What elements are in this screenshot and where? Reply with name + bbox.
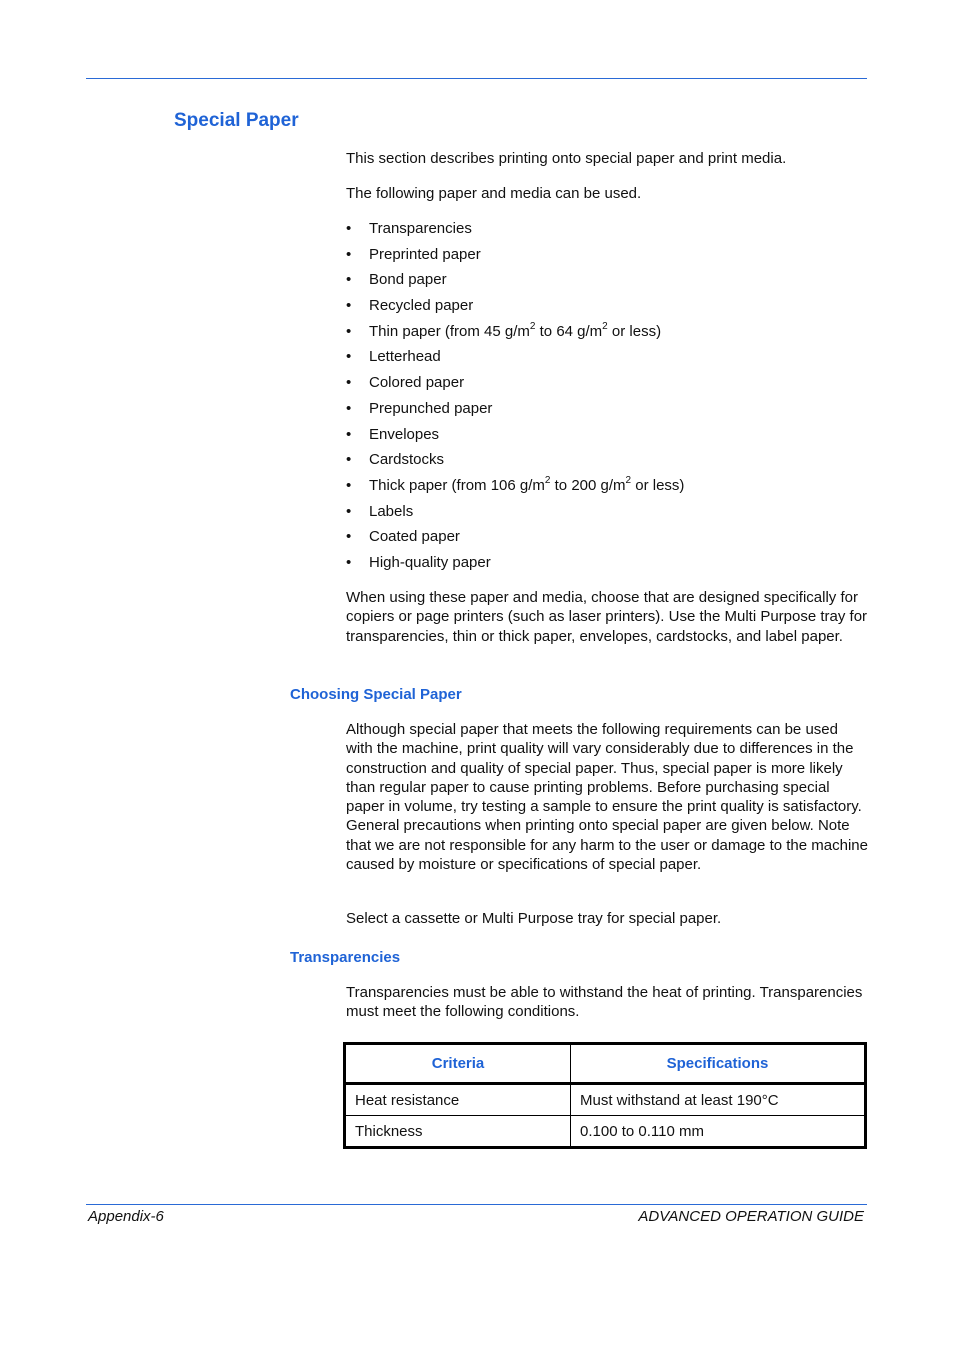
table-cell: Thickness <box>345 1116 571 1148</box>
list-item: • Bond paper <box>346 271 447 289</box>
list-item: • Labels <box>346 502 414 520</box>
list-item-label: Colored paper <box>369 374 465 392</box>
footer-rule <box>86 1204 867 1205</box>
media-intro-paragraph: The following paper and media can be used. <box>346 185 642 202</box>
transparencies-paragraph: Transparencies must be able to withstand the heat of printing. Transparencies must meet the following conditions. <box>346 984 863 1021</box>
list-item: • Thin paper (from 45 $g/m^2$ to 64 $g/m^2$ or less) <box>346 320 662 340</box>
usage-note-paragraph: When using these paper and media, choose that are designed specifically for copiers or page printers (such as laser printers). Use the Multi Purpose tray for transparencies, thin or thick paper, envelopes, cardstocks, and label paper. <box>346 589 868 645</box>
list-item: • Thick paper (from 106 $g/m^2$ to 200 $g/m^2$ or less) <box>346 474 685 494</box>
table-cell: 0.100 to 0.110 mm <box>571 1116 866 1148</box>
transparencies-heading: Transparencies <box>290 949 401 966</box>
list-item-label: Coated paper <box>369 528 460 546</box>
list-item-label: Prepunched paper <box>369 399 493 417</box>
choosing-paragraph: Although special paper that meets the following requirements can be used with the machine, print quality will vary considerably due to differences in the construction and quality of special paper. Thus, special paper is more likely than regular paper to cause printing problems. Before purchasing special paper in volume, try testing a sample to ensure the print quality is satisfactory. General precautions when printing onto special paper are given below. Note that we are not responsible for any harm to the user or damage to the machine caused by moisture or specifications of special paper. <box>346 721 868 874</box>
thin-paper-label: Thin paper (from 45 $g/m^2$ to 64 $g/m^2$ or less) <box>369 320 662 340</box>
list-item: • Transparencies <box>346 220 472 237</box>
list-item-label: Letterhead <box>369 348 441 366</box>
list-item: • Prepunched paper <box>346 399 493 417</box>
table-row <box>345 1116 866 1148</box>
list-item-label: Recycled paper <box>369 297 474 315</box>
thick-paper-label: Thick paper (from 106 $g/m^2$ to 200 $g/m^2$ or less) <box>369 474 685 494</box>
table-cell: Heat resistance <box>345 1084 571 1116</box>
table-cell: Must withstand at least 190°C <box>571 1084 866 1116</box>
list-item-label: Bond paper <box>369 271 447 289</box>
media-list <box>346 219 684 579</box>
transparency-spec-table <box>343 1042 867 1149</box>
list-item: • Cardstocks <box>346 451 445 469</box>
intro-paragraph: This section describes printing onto special paper and print media. <box>346 150 787 167</box>
choosing-special-paper-heading: Choosing Special Paper <box>290 686 462 703</box>
list-item-label: Transparencies <box>369 220 472 237</box>
list-item-label: Envelopes <box>369 425 440 443</box>
list-item: • Colored paper <box>346 374 465 392</box>
column-header-specifications: Specifications <box>571 1044 866 1084</box>
list-item-label: High-quality paper <box>369 553 491 571</box>
list-item-label: Cardstocks <box>369 451 445 469</box>
select-tray-paragraph: Select a cassette or Multi Purpose tray for special paper. <box>346 910 722 927</box>
list-item: • Coated paper <box>346 528 460 546</box>
column-header-criteria: Criteria <box>345 1044 571 1084</box>
list-item-label: Preprinted paper <box>369 245 481 263</box>
list-item: • Envelopes <box>346 425 440 443</box>
footer-page-label: Appendix-6 <box>88 1208 164 1225</box>
list-item-label: Labels <box>369 502 414 520</box>
table-row <box>345 1084 866 1116</box>
header-rule <box>86 78 867 79</box>
table-header-row <box>345 1044 866 1084</box>
page-title: Special Paper <box>174 110 299 131</box>
list-item: • Preprinted paper <box>346 245 481 263</box>
footer-guide-title: ADVANCED OPERATION GUIDE <box>638 1208 864 1225</box>
list-item: • Letterhead <box>346 348 441 366</box>
list-item: • Recycled paper <box>346 297 474 315</box>
list-item: • High-quality paper <box>346 553 491 571</box>
